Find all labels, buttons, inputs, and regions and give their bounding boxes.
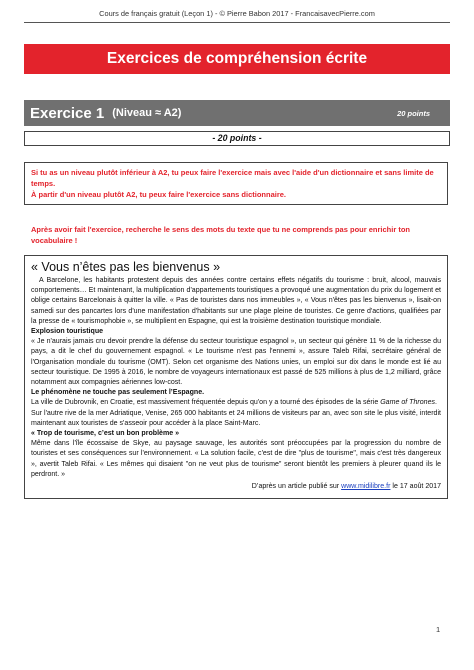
- paragraph-4: Sur l'autre rive de la mer Adriatique, Venise, 265 000 habitants et 24 millions de visiteurs par an, avec son site le plus visité, interdit maintenant aux touristes de s'asseoir pour accéder à la place Saint-Marc.: [31, 409, 441, 427]
- subheading-problem: « Trop de tourisme, c’est un bon problème »: [31, 430, 180, 438]
- paragraph-5: Même dans l'île écossaise de Skye, au paysage sauvage, les autorités sont préoccupées par la progression du nombre de touristes et ses conséquences sur l'environnement. « La solution facile, c'est de dire "plus de tourisme", mais c'est très dangereux », avertit Taleb Rifai. « Les mêmes qui disaient "on ne veut plus de tourisme" seront bientôt les premiers à pleurer quand ils le perdront. »: [31, 440, 441, 478]
- text-title: « Vous n’êtes pas les bienvenus »: [31, 260, 221, 274]
- paragraph-2: « Je n'aurais jamais cru devoir prendre la défense du secteur touristique espagnol », un secteur qui génère 11 % de la richesse du pays, a dit le chef du gouvernement espagnol. « Le tourisme n'est pas l'ennemi », assure Taleb Rifai, secrétaire général de l'Organisation mondiale du tourisme (OMT). Selon cet organisme des Nations unies, un emploi sur dix dans le monde est lié au secteur touristique. De 1995 à 2016, le nombre de voyageurs internationaux est passé de 525 millions à plus de 1,2 milliard, grâce notamment aux compagnies aériennes low-cost.: [31, 338, 441, 387]
- paragraph-3: [31, 398, 441, 408]
- paragraph-1: A Barcelone, les habitants protestent depuis des années contre certains effets négatifs du tourisme : bruit, alcool, mauvais comportements… Et maintenant, la multiplication d'appartements touristiques a provoqué une augmentation du prix du logement et oblige certains Barcelonais à quitter la ville. « Pas de touristes dans nos immeubles », « Vous n'êtes pas les bienvenus », lisait-on samedi sur des pancartes lors d'une manifestation d'habitants sur une plage pleine de touristes. Ce genre d'actions, qualifiées par la presse de « tourismophobie », se multiplient en Espagne, qui est la troisième destination touristique mondiale.: [31, 277, 441, 325]
- page-title: Exercices de compréhension écrite: [106, 50, 368, 67]
- source-link[interactable]: www.midilibre.fr: [341, 483, 391, 491]
- paragraph-3-end: .: [435, 399, 438, 407]
- exercise-title: Exercice 1: [30, 104, 105, 122]
- points-box: - 20 points -: [24, 131, 450, 146]
- after-exercise-note: [31, 224, 441, 246]
- page-header: Cours de français gratuit (Leçon 1) - © Pierre Babon 2017 - FrancaisavecPierre.com: [99, 9, 375, 18]
- exercise-level: (Niveau ≈ A2): [112, 107, 182, 119]
- instruction-line-1: Si tu as un niveau plutôt inférieur à A2, tu peux faire l'exercice mais avec l'aide d'un dictionnaire et sans limite de temps.: [31, 168, 434, 188]
- paragraph-3-text: La ville de Dubrovnik, en Croatie, est massivement fréquentée depuis qu'on y a tourné des épisodes de la série: [31, 399, 381, 407]
- series-title: Game of Thrones: [380, 399, 436, 407]
- after-exercise-text: Après avoir fait l'exercice, recherche le sens des mots du texte que tu ne comprends pas pour enrichir ton vocabulaire !: [31, 225, 410, 245]
- instruction-line-2: À partir d'un niveau plutôt A2, tu peux faire l'exercice sans dictionnaire.: [31, 190, 287, 199]
- instructions-box: [24, 162, 448, 205]
- reading-text-box: [24, 255, 448, 499]
- subheading-explosion: Explosion touristique: [31, 328, 104, 336]
- subheading-phenomenon: Le phénomène ne touche pas seulement l’Espagne.: [31, 389, 205, 397]
- exercise-points: 20 points: [397, 108, 430, 118]
- page-number: 1: [436, 625, 441, 634]
- exercise-banner: [24, 100, 450, 126]
- title-banner: [24, 44, 450, 74]
- header-divider: [24, 22, 450, 23]
- source-date: le 17 août 2017: [390, 483, 441, 491]
- source-prefix: D’après un article publié sur: [251, 483, 342, 491]
- source-line: [31, 482, 441, 492]
